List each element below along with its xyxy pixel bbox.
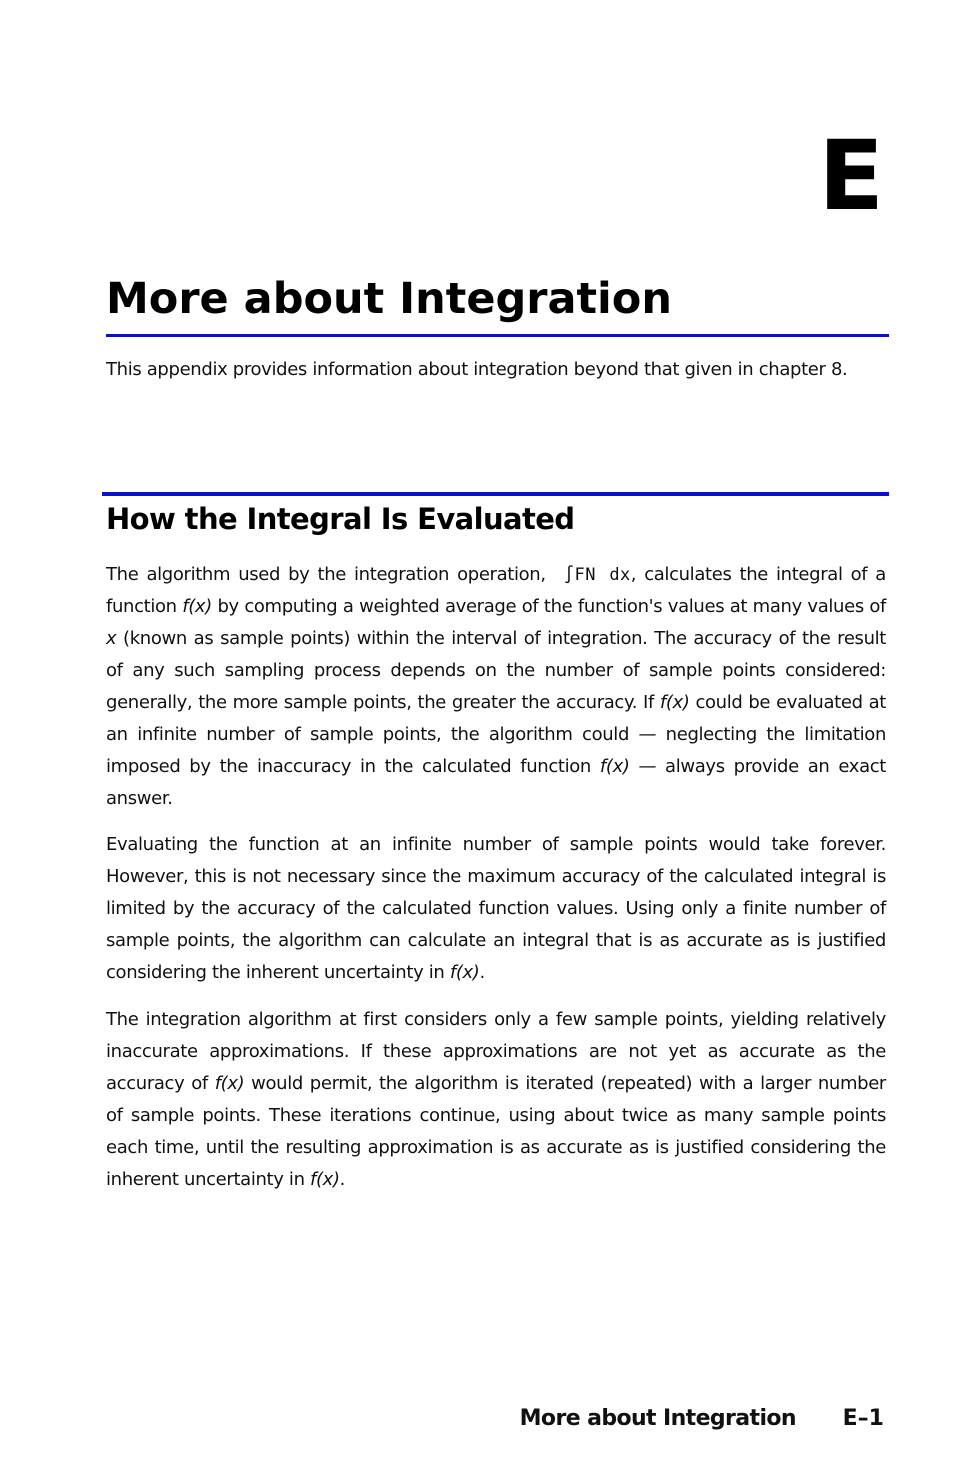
fx-term: f(x) — [182, 596, 212, 617]
section-rule — [102, 492, 889, 496]
paragraph-3-text — [106, 1004, 886, 1196]
p3-segment-2: would permit, the algorithm is iterated (repeated) with a larger number of sample points. These iterations continue, using about twice as many sample points each time, until the resulting approximation is as accurate as is justified considering the inherent uncertainty in — [106, 1073, 886, 1190]
p2-segment-1: Evaluating the function at an infinite number of sample points would take forever. However, this is not necessary since the maximum accuracy of the calculated integral is limited by the accuracy of the calculated function values. Using only a finite number of sample points, the algorithm can calculate an integral that is as accurate as is justified considering the inherent uncertainty in — [106, 834, 886, 983]
chapter-title: More about Integration — [106, 274, 672, 324]
p1-segment-3: by computing a weighted average of the function's values at many values of — [217, 596, 887, 617]
p1-segment-2: , calculates the integral of a function — [106, 564, 886, 617]
appendix-letter: E — [818, 120, 884, 232]
paragraph-1 — [106, 559, 886, 815]
p1-segment-4: (known as sample points) within the interval of integration. The accuracy of the result of any such sampling process depends on the number of sample points considered: generally, the more sample points, the greater the accuracy. If — [106, 628, 886, 713]
p2-segment-2: . — [479, 962, 485, 983]
fx-term: f(x) — [214, 1073, 245, 1094]
p1-segment-6: — always provide an exact answer. — [106, 756, 887, 809]
integrate-command: ∫FN dx — [563, 565, 631, 585]
x-term: x — [106, 628, 117, 649]
page-footer — [0, 1406, 954, 1440]
p1-segment-5: could be evaluated at an infinite number of sample points, the algorithm could — neglecting the limitation imposed by the inaccuracy in the calculated function — [106, 692, 886, 777]
p3-segment-3: . — [339, 1169, 346, 1190]
p1-segment-1: The algorithm used by the integration operation, — [106, 564, 546, 585]
fx-term: f(x) — [449, 962, 480, 983]
paragraph-2-text — [106, 829, 886, 989]
title-rule — [106, 334, 889, 337]
fx-term: f(x) — [310, 1169, 340, 1190]
fx-term: f(x) — [599, 756, 630, 777]
footer-title: More about Integration — [519, 1406, 796, 1431]
fx-term: f(x) — [659, 692, 690, 713]
section-title: How the Integral Is Evaluated — [106, 502, 575, 536]
paragraph-2 — [106, 829, 886, 989]
paragraph-1-text — [106, 559, 886, 815]
page-number: E–1 — [842, 1406, 884, 1431]
p3-segment-1: The integration algorithm at first considers only a few sample points, yielding relatively inaccurate approximations. If these approximations are not yet as accurate as the accuracy of — [106, 1009, 886, 1094]
intro-paragraph: This appendix provides information about integration beyond that given in chapter 8. — [106, 359, 848, 380]
paragraph-3 — [106, 1004, 886, 1196]
